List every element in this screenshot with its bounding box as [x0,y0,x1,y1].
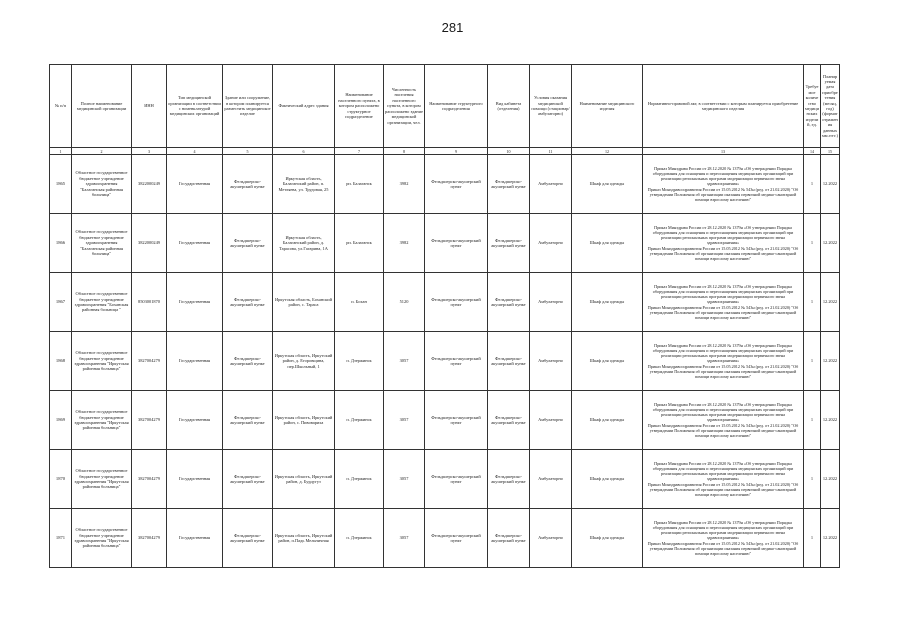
quantity-cell: 1 [804,509,821,568]
column-header: Тип медицинской организации в соответствии с номенклатурой медицинских организаций [167,65,223,148]
legal-acts-cell [643,450,804,509]
table-header-row [50,65,840,148]
column-number: 13 [643,148,804,155]
locality-cell: п. Дзержинск [335,450,384,509]
page-number: 281 [441,20,464,35]
column-number: 12 [572,148,643,155]
row-number-cell: 1867 [50,273,72,332]
quantity-cell: 1 [804,273,821,332]
organization-cell: Областное государственное бюджетное учреждение здравоохранения "Балаганская районная больница" [72,155,132,214]
column-header: Вид кабинета (отделения) [488,65,530,148]
population-cell: 3057 [384,509,425,568]
organization-cell: Областное государственное бюджетное учреждение здравоохранения "Иркутская районная больница" [72,450,132,509]
care-conditions-cell: Амбулаторно [530,155,572,214]
cabinet-type-cell: Фельдшерско-акушерский пункт [488,273,530,332]
purchase-date-cell: 12.2022 [821,155,840,214]
table-row [50,450,840,509]
building-cell: Фельдшерско-акушерский пункт [223,509,273,568]
column-header: Условия оказания медицинской помощи (стационар/амбулаторно) [530,65,572,148]
table-row [50,332,840,391]
organization-cell: Областное государственное бюджетное учреждение здравоохранения "Иркутская районная больница" [72,509,132,568]
quantity-cell: 1 [804,391,821,450]
legal-act-text: Приказ Минздрава России от 28.12.2020 № 1379н «Об утверждении Порядка оборудования для оснащения и переоснащения медицинских организаций при реализации региональных программ модернизации первичного звена здравоохранения» [652,165,794,187]
column-number: 6 [273,148,335,155]
legal-act-text: Приказ Минздравсоцразвития России от 15.05.2012 № 543н (ред. от 21.02.2020) "Об утверждении Положения об организации оказания первичной медико-санитарной помощи взрослому населению" [647,245,799,261]
legal-acts-cell [643,391,804,450]
device-name-cell: Шкаф для одежды [572,273,643,332]
quantity-cell: 1 [804,332,821,391]
column-number: 3 [132,148,167,155]
legal-act-text: Приказ Минздравсоцразвития России от 15.05.2012 № 543н (ред. от 21.02.2020) "Об утверждении Положения об организации оказания первичной медико-санитарной помощи взрослому населению" [647,186,799,202]
table-row [50,391,840,450]
organization-type-cell: Государственная [167,155,223,214]
legal-act-text: Приказ Минздравсоцразвития России от 15.05.2012 № 543н (ред. от 21.02.2020) "Об утверждении Положения об организации оказания первичной медико-санитарной помощи взрослому населению" [647,363,799,379]
device-name-cell: Шкаф для одежды [572,214,643,273]
legal-act-text: Приказ Минздрава России от 28.12.2020 № 1379н «Об утверждении Порядка оборудования для оснащения и переоснащения медицинских организаций при реализации региональных программ модернизации первичного звена здравоохранения» [652,342,794,364]
organization-type-cell: Государственная [167,273,223,332]
column-number: 15 [821,148,840,155]
unit-cell: Фельдшерско-акушерский пункт [425,155,488,214]
address-cell: Иркутская область, Иркутский район, п.Падь Мельничная [273,509,335,568]
legal-act-text: Приказ Минздрава России от 28.12.2020 № 1379н «Об утверждении Порядка оборудования для оснащения и переоснащения медицинских организаций при реализации региональных программ модернизации первичного звена здравоохранения» [652,283,794,305]
column-number: 1 [50,148,72,155]
quantity-cell: 1 [804,155,821,214]
legal-act-text: Приказ Минздравсоцразвития России от 15.05.2012 № 543н (ред. от 21.02.2020) "Об утверждении Положения об организации оказания первичной медико-санитарной помощи взрослому населению" [647,422,799,438]
quantity-cell: 1 [804,214,821,273]
cabinet-type-cell: Фельдшерско-акушерский пункт [488,450,530,509]
column-header: ИНН [132,65,167,148]
unit-cell: Фельдшерско-акушерский пункт [425,273,488,332]
unit-cell: Фельдшерско-акушерский пункт [425,450,488,509]
purchase-date-cell: 12.2022 [821,391,840,450]
column-number: 8 [384,148,425,155]
organization-type-cell: Государственная [167,214,223,273]
unit-cell: Фельдшерско-акушерский пункт [425,509,488,568]
organization-type-cell: Государственная [167,450,223,509]
column-header: Здание или сооружение, в котором планируется разместить медицинское изделие [223,65,273,148]
locality-cell: п. Дзержинск [335,391,384,450]
legal-acts-cell [643,273,804,332]
address-cell: Иркутская область, Иркутский район, с. Пивовариха [273,391,335,450]
column-header: Фактический адрес здания [273,65,335,148]
unit-cell: Фельдшерско-акушерский пункт [425,391,488,450]
organization-cell: Областное государственное бюджетное учреждение здравоохранения "Боханская районная больница " [72,273,132,332]
column-number: 11 [530,148,572,155]
address-cell: Иркутская область, Иркутский район, д. Бурдугуз [273,450,335,509]
column-number: 4 [167,148,223,155]
device-name-cell: Шкаф для одежды [572,332,643,391]
building-cell: Фельдшерско-акушерский пункт [223,391,273,450]
row-number-cell: 1868 [50,332,72,391]
building-cell: Фельдшерско-акушерский пункт [223,155,273,214]
building-cell: Фельдшерско-акушерский пункт [223,450,273,509]
population-cell: 3982 [384,214,425,273]
legal-acts-cell [643,509,804,568]
legal-acts-cell [643,214,804,273]
purchase-date-cell: 12.2022 [821,332,840,391]
column-number: 14 [804,148,821,155]
legal-act-text: Приказ Минздрава России от 28.12.2020 № 1379н «Об утверждении Порядка оборудования для оснащения и переоснащения медицинских организаций при реализации региональных программ модернизации первичного звена здравоохранения» [652,401,794,423]
locality-cell: рп. Балаганск [335,214,384,273]
inn-cell: 3822000249 [132,155,167,214]
purchase-date-cell: 12.2022 [821,450,840,509]
quantity-cell: 1 [804,450,821,509]
address-cell: Иркутская область, Боханский район, с. Тараса [273,273,335,332]
inn-cell: 3827004279 [132,509,167,568]
address-cell: Иркутская область, Балаганский район, п. Метляева, ул. Трудовая, 25 [273,155,335,214]
locality-cell: п. Бохан [335,273,384,332]
cabinet-type-cell: Фельдшерско-акушерский пункт [488,214,530,273]
organization-cell: Областное государственное бюджетное учреждение здравоохранения "Балаганская районная больница" [72,214,132,273]
column-header: Полное наименование медицинской организации [72,65,132,148]
inn-cell: 8503001870 [132,273,167,332]
table-row [50,509,840,568]
building-cell: Фельдшерско-акушерский пункт [223,332,273,391]
legal-act-text: Приказ Минздравсоцразвития России от 15.05.2012 № 543н (ред. от 21.02.2020) "Об утверждении Положения об организации оказания первичной медико-санитарной помощи взрослому населению" [647,540,799,556]
care-conditions-cell: Амбулаторно [530,214,572,273]
locality-cell: п. Дзержинск [335,509,384,568]
population-cell: 3057 [384,450,425,509]
care-conditions-cell: Амбулаторно [530,391,572,450]
address-cell: Иркутская область, Балаганский район, д. Тарасова, ул.Гагарина, 1А [273,214,335,273]
organization-cell: Областное государственное бюджетное учреждение здравоохранения "Иркутская районная больница" [72,391,132,450]
column-header: Численность населения населенного пункта, в котором расположено здание медицинской организации, чел. [384,65,425,148]
table-body [50,155,840,568]
organization-type-cell: Государственная [167,332,223,391]
inn-cell: 3822000249 [132,214,167,273]
table-row [50,214,840,273]
inn-cell: 3827004279 [132,332,167,391]
inn-cell: 3827004279 [132,391,167,450]
row-number-cell: 1869 [50,391,72,450]
organization-type-cell: Государственная [167,391,223,450]
care-conditions-cell: Амбулаторно [530,273,572,332]
inn-cell: 3827004279 [132,450,167,509]
care-conditions-cell: Амбулаторно [530,332,572,391]
legal-act-text: Приказ Минздрава России от 28.12.2020 № 1379н «Об утверждении Порядка оборудования для оснащения и переоснащения медицинских организаций при реализации региональных программ модернизации первичного звена здравоохранения» [652,460,794,482]
row-number-cell: 1865 [50,155,72,214]
cabinet-type-cell: Фельдшерско-акушерский пункт [488,332,530,391]
building-cell: Фельдшерско-акушерский пункт [223,273,273,332]
column-number: 5 [223,148,273,155]
legal-act-text: Приказ Минздравсоцразвития России от 15.05.2012 № 543н (ред. от 21.02.2020) "Об утверждении Положения об организации оказания первичной медико-санитарной помощи взрослому населению" [647,481,799,497]
building-cell: Фельдшерско-акушерский пункт [223,214,273,273]
organization-type-cell: Государственная [167,509,223,568]
column-header: № п/п [50,65,72,148]
column-header: Требуемое количество медицинских изделий, ед. [804,65,821,148]
column-number: 9 [425,148,488,155]
locality-cell: рп. Балаганск [335,155,384,214]
purchase-date-cell: 12.2022 [821,509,840,568]
population-cell: 5120 [384,273,425,332]
address-cell: Иркутская область, Иркутский район, д. Егоровщина, пер.Школьный, 1 [273,332,335,391]
column-number: 10 [488,148,530,155]
unit-cell: Фельдшерско-акушерский пункт [425,214,488,273]
device-name-cell: Шкаф для одежды [572,391,643,450]
row-number-cell: 1871 [50,509,72,568]
population-cell: 3982 [384,155,425,214]
care-conditions-cell: Амбулаторно [530,509,572,568]
legal-act-text: Приказ Минздрава России от 28.12.2020 № 1379н «Об утверждении Порядка оборудования для оснащения и переоснащения медицинских организаций при реализации региональных программ модернизации первичного звена здравоохранения» [652,224,794,246]
cabinet-type-cell: Фельдшерско-акушерский пункт [488,391,530,450]
population-cell: 3057 [384,332,425,391]
table-row [50,155,840,214]
column-header: Нормативно-правовой акт, в соответствии с которым планируется приобретение медицинского изделия [643,65,804,148]
organization-cell: Областное государственное бюджетное учреждение здравоохранения "Иркутская районная больница" [72,332,132,391]
purchase-date-cell: 12.2022 [821,214,840,273]
column-header: Наименование структурного подразделения [425,65,488,148]
unit-cell: Фельдшерско-акушерский пункт [425,332,488,391]
population-cell: 3057 [384,391,425,450]
legal-acts-cell [643,332,804,391]
device-name-cell: Шкаф для одежды [572,509,643,568]
cabinet-type-cell: Фельдшерско-акушерский пункт [488,155,530,214]
column-number: 2 [72,148,132,155]
row-number-cell: 1870 [50,450,72,509]
locality-cell: п. Дзержинск [335,332,384,391]
cabinet-type-cell: Фельдшерско-акушерский пункт [488,509,530,568]
legal-act-text: Приказ Минздравсоцразвития России от 15.05.2012 № 543н (ред. от 21.02.2020) "Об утверждении Положения об организации оказания первичной медико-санитарной помощи взрослому населению" [647,304,799,320]
equipment-table [49,64,840,568]
column-header: Наименование населенного пункта, в котором расположено структурное подразделение [335,65,384,148]
column-number: 7 [335,148,384,155]
column-header: Наименование медицинского изделия [572,65,643,148]
device-name-cell: Шкаф для одежды [572,450,643,509]
legal-acts-cell [643,155,804,214]
care-conditions-cell: Амбулаторно [530,450,572,509]
table-row [50,273,840,332]
device-name-cell: Шкаф для одежды [572,155,643,214]
column-number-row [50,148,840,155]
purchase-date-cell: 12.2022 [821,273,840,332]
column-header: Планируемая дата приобретения (месяц, год) (формат отражения данных мм.гггг.) [821,65,840,148]
row-number-cell: 1866 [50,214,72,273]
legal-act-text: Приказ Минздрава России от 28.12.2020 № 1379н «Об утверждении Порядка оборудования для оснащения и переоснащения медицинских организаций при реализации региональных программ модернизации первичного звена здравоохранения» [652,519,794,541]
